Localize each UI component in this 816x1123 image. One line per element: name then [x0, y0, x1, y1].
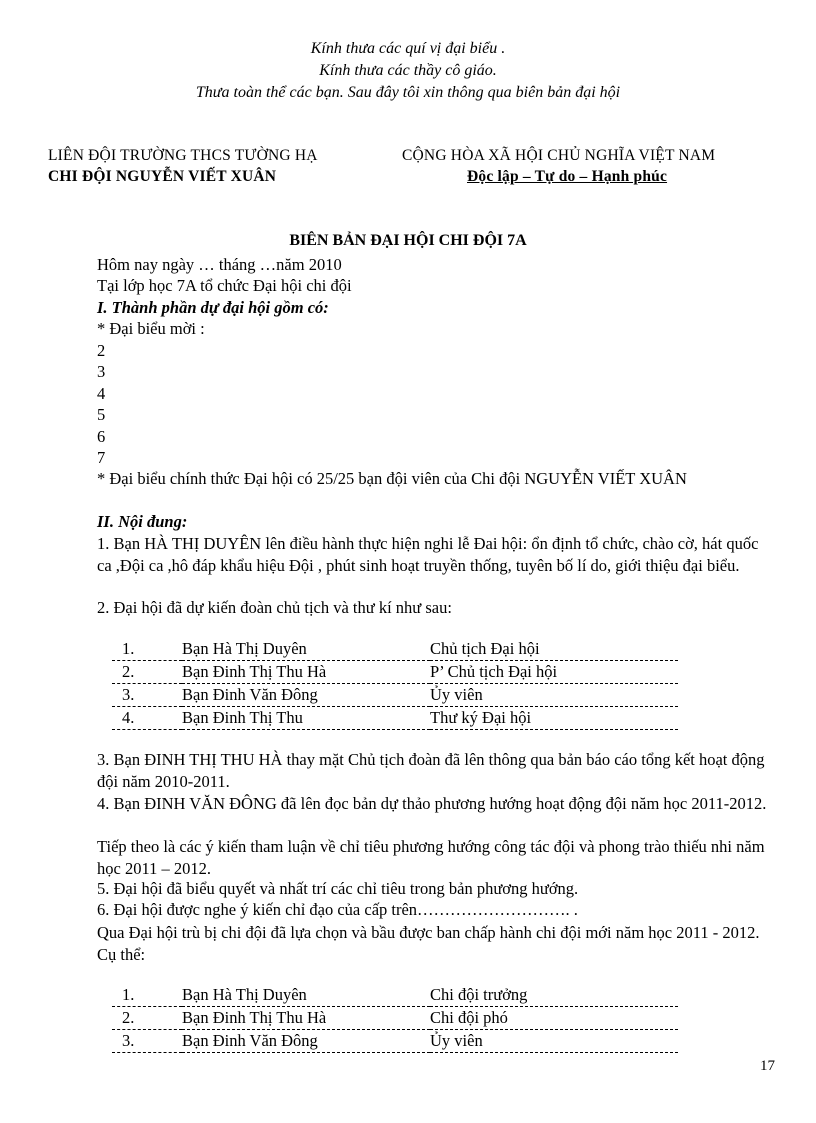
- guest-number: 7: [97, 448, 106, 467]
- item-3-paragraph: 3. Bạn ĐINH THỊ THU HÀ thay mặt Chủ tịch đoàn đã lên thông qua bản báo cáo tổng kết hoạt động đội năm 2010-2011.: [97, 750, 765, 791]
- guest-number: 6: [97, 427, 106, 446]
- section-1-heading: I. Thành phần dự đại hội gồm có:: [97, 298, 329, 317]
- election-paragraph: Qua Đại hội trù bị chi đội đã lựa chọn và bầu được ban chấp hành chi đội mới năm học 2011 - 2012. Cụ thể:: [97, 923, 760, 964]
- row-number: 1.: [112, 984, 182, 1007]
- item-6-paragraph: 6. Đại hội được nghe ý kiến chỉ đạo của cấp trên………………………. .: [97, 900, 578, 919]
- table-row: [112, 661, 678, 684]
- member-role: Chi đội phó: [430, 1007, 678, 1030]
- school-name: LIÊN ĐỘI TRƯỜNG THCS TƯỜNG HẠ: [48, 147, 318, 164]
- guest-number: 2: [97, 341, 106, 360]
- country-name: CỘNG HÒA XÃ HỘI CHỦ NGHĨA VIỆT NAM: [402, 147, 716, 164]
- row-number: 1.: [112, 638, 182, 661]
- item-2-paragraph: 2. Đại hội đã dự kiến đoàn chủ tịch và thư kí như sau:: [97, 598, 452, 617]
- table-row: [112, 984, 678, 1007]
- row-number: 3.: [112, 684, 182, 707]
- row-number: 2.: [112, 661, 182, 684]
- table-row: [112, 707, 678, 730]
- motto: Độc lập – Tự do – Hạnh phúc: [467, 168, 668, 185]
- greeting-line-1: Kính thưa các quí vị đại biểu .: [310, 40, 506, 57]
- table-row: [112, 684, 678, 707]
- committee-table: [112, 984, 678, 1053]
- item-4-paragraph: 4. Bạn ĐINH VĂN ĐÔNG đã lên đọc bản dự thảo phương hướng hoạt động đội năm học 2011-2012.: [97, 794, 767, 813]
- member-role: Thư ký Đại hội: [430, 707, 678, 730]
- member-role: Ủy viên: [430, 1030, 678, 1053]
- member-name: Bạn Đinh Văn Đông: [182, 684, 430, 707]
- greeting-line-2: Kính thưa các thầy cô giáo.: [319, 62, 497, 79]
- member-role: Chi đội trưởng: [430, 984, 678, 1007]
- guest-number: 4: [97, 384, 106, 403]
- row-number: 2.: [112, 1007, 182, 1030]
- section-2-heading: II. Nội đung:: [97, 512, 188, 531]
- row-number: 4.: [112, 707, 182, 730]
- place-line: Tại lớp học 7A tổ chức Đại hội chi đội: [97, 276, 352, 295]
- item-1-paragraph: 1. Bạn HÀ THỊ DUYÊN lên điều hành thực hiện nghi lễ Đai hội: ổn định tổ chức, chào cờ, hát quốc ca ,Đội ca ,hô đáp khẩu hiệu Đội , phút sinh hoạt truyền thống, tuyên bố lí do, giới thiệu đại biểu.: [97, 534, 759, 575]
- guests-label: * Đại biểu mời :: [97, 319, 205, 338]
- greeting-line-3: Thưa toàn thể các bạn. Sau đây tôi xin thông qua biên bản đại hội: [195, 84, 621, 101]
- presidium-table: [112, 638, 678, 730]
- member-name: Bạn Đinh Văn Đông: [182, 1030, 430, 1053]
- member-role: Chủ tịch Đại hội: [430, 638, 678, 661]
- table-row: [112, 1007, 678, 1030]
- member-role: Ủy viên: [430, 684, 678, 707]
- member-name: Bạn Đinh Thị Thu Hà: [182, 661, 430, 684]
- official-delegates: * Đại biểu chính thức Đại hội có 25/25 bạn đội viên của Chi đội NGUYỄN VIẾT XUÂN: [97, 469, 687, 488]
- item-5-paragraph: 5. Đại hội đã biểu quyết và nhất trí các chỉ tiêu trong bản phương hướng.: [97, 879, 579, 898]
- member-role: P’ Chủ tịch Đại hội: [430, 661, 678, 684]
- table-row: [112, 638, 678, 661]
- guest-number: 3: [97, 362, 106, 381]
- document-title: BIÊN BẢN ĐẠI HỘI CHI ĐỘI 7A: [289, 232, 527, 249]
- member-name: Bạn Đinh Thị Thu Hà: [182, 1007, 430, 1030]
- guest-number: 5: [97, 405, 106, 424]
- date-line: Hôm nay ngày … tháng …năm 2010: [97, 255, 342, 274]
- table-row: [112, 1030, 678, 1053]
- page-number: 17: [760, 1058, 775, 1074]
- row-number: 3.: [112, 1030, 182, 1053]
- member-name: Bạn Hà Thị Duyên: [182, 984, 430, 1007]
- member-name: Bạn Hà Thị Duyên: [182, 638, 430, 661]
- discussion-paragraph: Tiếp theo là các ý kiến tham luận về chỉ tiêu phương hướng công tác đội và phong trào thiếu nhi năm học 2011 – 2012.: [97, 837, 765, 878]
- unit-name: CHI ĐỘI NGUYỄN VIẾT XUÂN: [48, 168, 277, 185]
- member-name: Bạn Đinh Thị Thu: [182, 707, 430, 730]
